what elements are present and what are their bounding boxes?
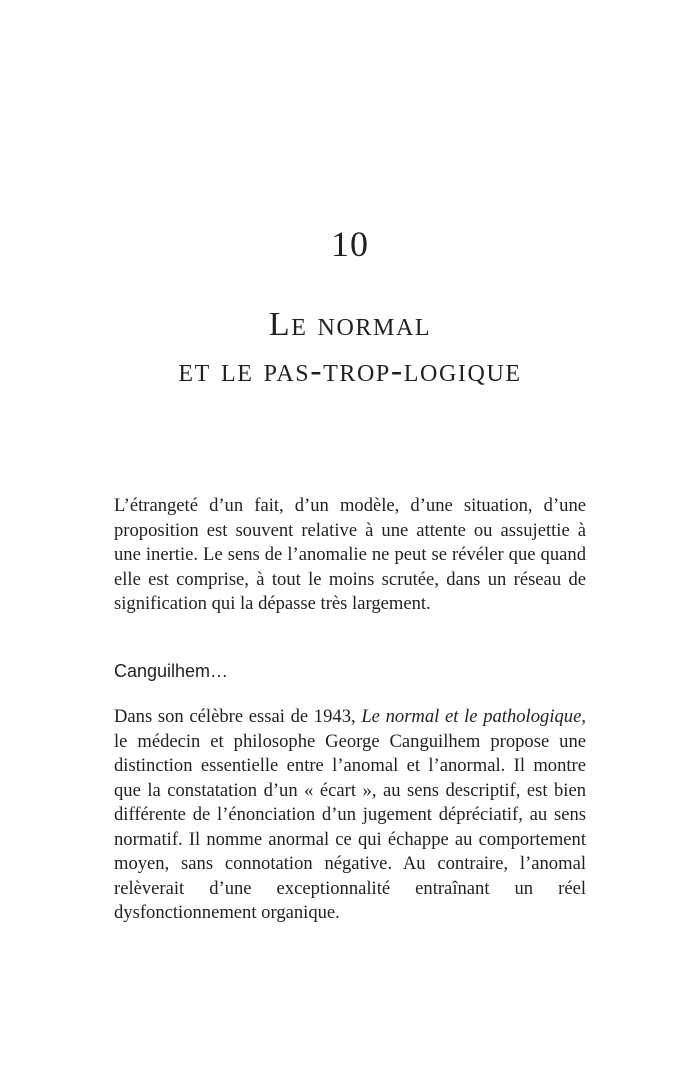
intro-paragraph-block [114, 494, 586, 617]
book-title: Le normal et le pathologique [361, 706, 582, 727]
chapter-title [0, 302, 700, 394]
main-paragraph-rest: , le médecin et philosophe George Canguilhem propose une distinction essentielle entre l’anomal et l’anormal. Il montre que la constatation d’un « écart », au sens descriptif, est bien différente de l’énonciation d’un jugement dépréciatif, au sens normatif. Il nomme anormal ce qui échappe au comportement moyen, sans connotation négative. Au contraire, l’anomal relèverait d’une exceptionnalité entraînant un réel dysfonctionnement organique. [114, 706, 586, 923]
main-paragraph [114, 705, 586, 926]
chapter-title-line-1: Le normal [268, 306, 432, 343]
intro-paragraph: L’étrangeté d’un fait, d’un modèle, d’une situation, d’une proposition est souvent relative à une attente ou assujettie à une inertie. Le sens de l’anomalie ne peut se révéler que quand elle est comprise, à tout le moins scrutée, dans un réseau de signification qui la dépasse très largement. [114, 495, 586, 614]
main-paragraph-start: Dans son célèbre essai de 1943, [114, 706, 362, 727]
chapter-number: 10 [331, 224, 369, 264]
section-heading: Canguilhem… [114, 661, 229, 681]
main-paragraph-block [114, 705, 586, 926]
chapter-title-line-2: et le pas-trop-logique [178, 352, 522, 389]
